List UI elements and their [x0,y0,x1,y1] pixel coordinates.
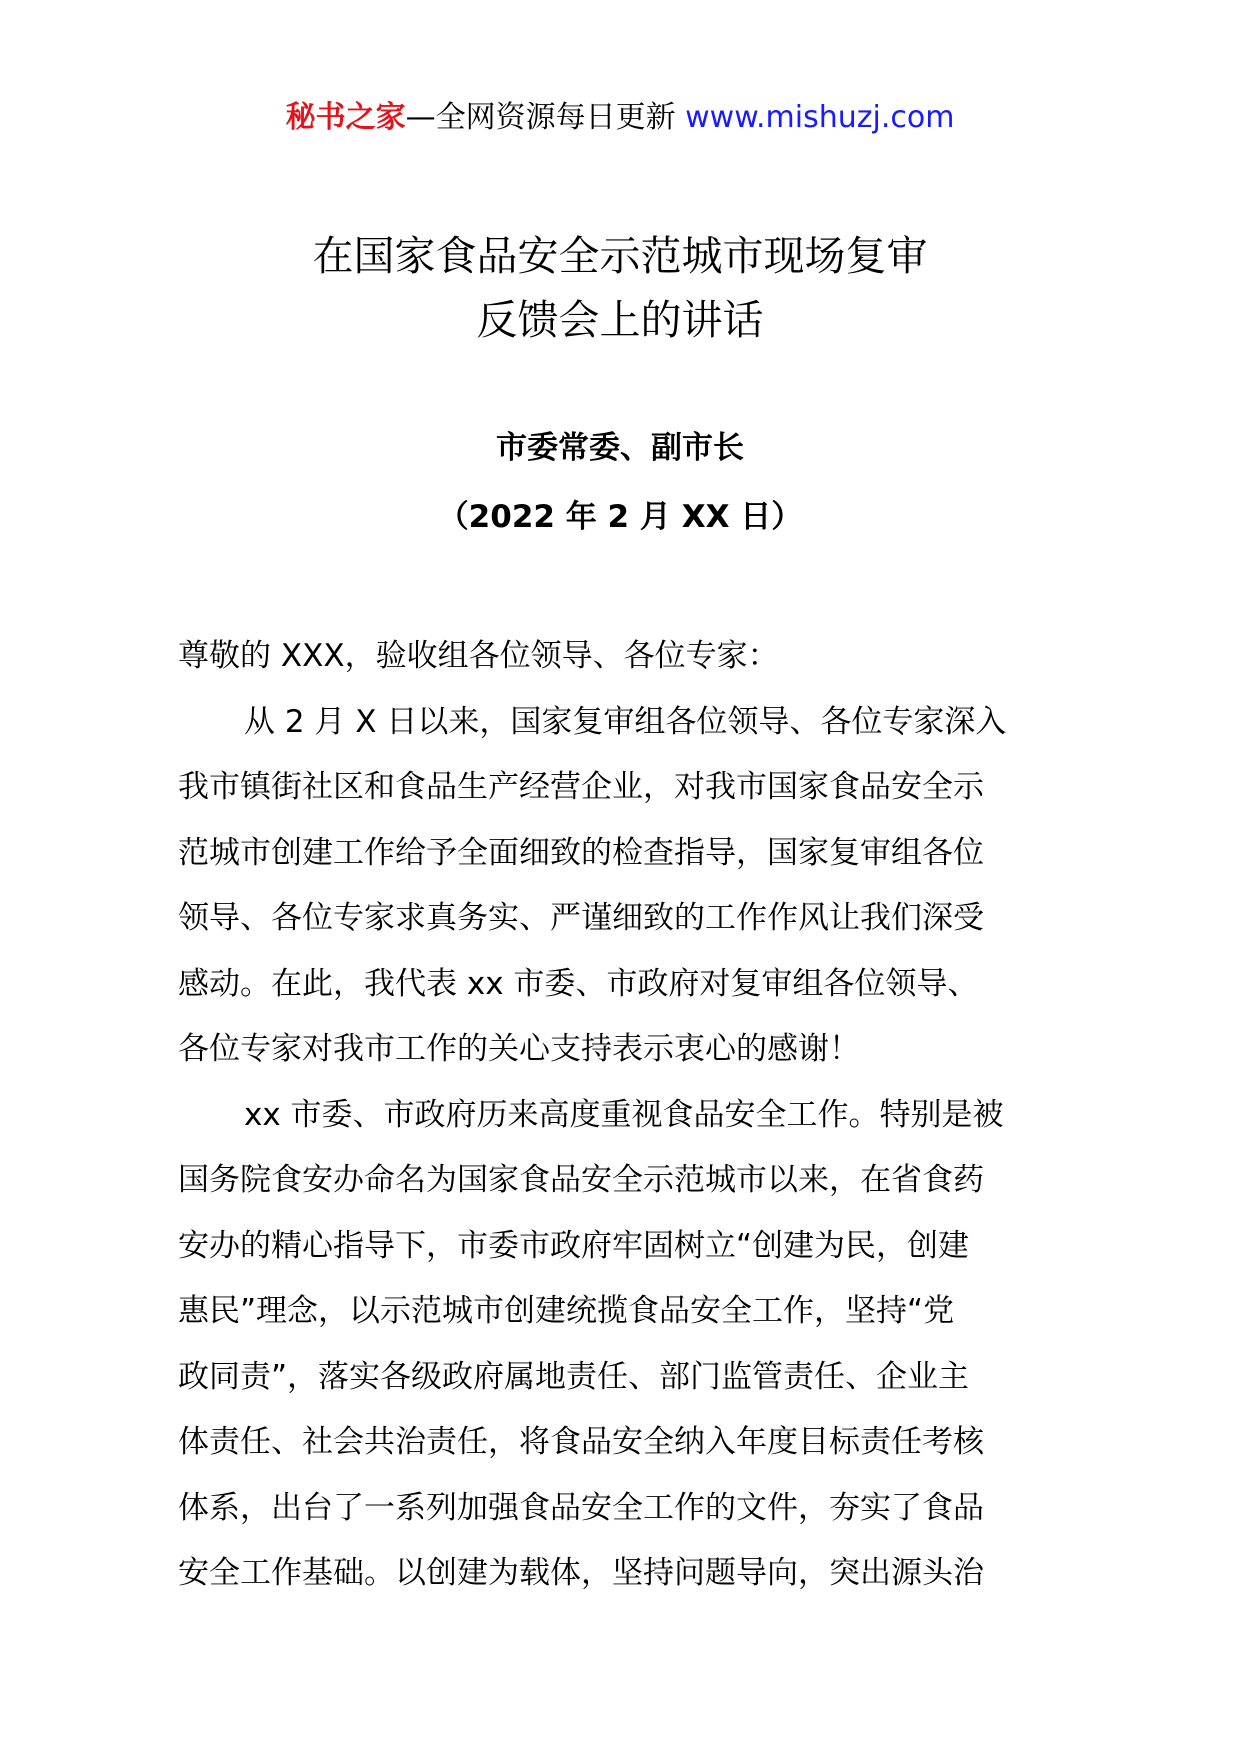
body-line: 体系，出台了一系列加强食品安全工作的文件，夯实了食品 [178,1489,984,1526]
body-line: 范城市创建工作给予全面细致的检查指导，国家复审组各位 [178,834,984,871]
body-line: 惠民”理念，以示范城市创建统揽食品安全工作，坚持“党 [178,1293,955,1329]
brand-name: 秘书之家 [285,100,406,135]
body-line: 国务院食安办命名为国家食品安全示范城市以来，在省食药 [178,1162,984,1198]
body-line: 体责任、社会共治责任，将食品安全纳入年度目标责任考核 [178,1424,984,1460]
body-line: 领导、各位专家求真务实、严谨细致的工作作风让我们深受 [178,900,984,936]
title-line-2: 反馈会上的讲话 [476,296,764,344]
body-line: 安办的精心指导下，市委市政府牢固树立“创建为民，创建 [178,1227,970,1264]
speech-date: （2022 年 2 月 XX 日） [437,499,803,535]
body-line: 各位专家对我市工作的关心支持表示衷心的感谢！ [178,1031,860,1067]
site-url-link[interactable]: www.mishuzj.com [685,100,955,135]
body-line: 安全工作基础。以创建为载体，坚持问题导向，突出源头治 [178,1555,984,1591]
body-line: 政同责”，落实各级政府属地责任、部门监管责任、企业主 [178,1358,970,1395]
body-line: 尊敬的 XXX，验收组各位领导、各位专家： [178,638,779,674]
body-line: xx 市委、市政府历来高度重视食品安全工作。特别是被 [244,1096,1004,1133]
document-body [178,624,1068,1607]
document-title [0,224,1240,352]
body-line: 从 2 月 X 日以来，国家复审组各位领导、各位专家深入 [244,703,1007,740]
body-line: 感动。在此，我代表 xx 市委、市政府对复审组各位领导、 [178,965,979,1002]
speaker-title: 市委常委、副市长 [496,430,744,466]
body-line: 我市镇街社区和食品生产经营企业，对我市国家食品安全示 [178,769,984,805]
header-tagline: —全网资源每日更新 [405,100,676,135]
site-header [0,98,1240,138]
title-line-1: 在国家食品安全示范城市现场复审 [312,232,928,280]
